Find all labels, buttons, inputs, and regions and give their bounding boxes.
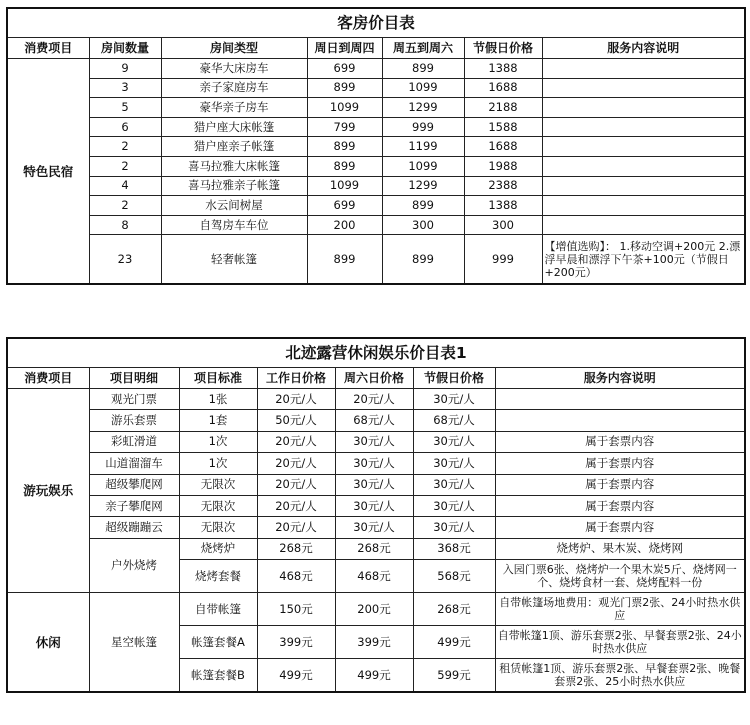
room-price-table (6, 7, 746, 285)
note-cell: 属于套票内容 (495, 431, 745, 452)
price-cell: 150元 (257, 593, 335, 626)
price-cell: 20元/人 (257, 431, 335, 452)
price-cell: 899 (382, 59, 464, 79)
note-cell (495, 389, 745, 410)
price-cell: 2188 (464, 98, 542, 118)
item-cell: 彩虹滑道 (89, 431, 179, 452)
header-cell: 周日到周四 (307, 38, 382, 59)
item-cell: 超级蹦蹦云 (89, 517, 179, 538)
header-cell: 节假日价格 (464, 38, 542, 59)
header-cell: 节假日价格 (413, 368, 495, 389)
price-cell: 899 (307, 78, 382, 98)
note-cell: 自带帐篷1顶、游乐套票2张、早餐套票2张、24小时热水供应 (495, 626, 745, 659)
table-row (7, 410, 745, 431)
price-cell: 30元/人 (335, 431, 413, 452)
header-cell: 周六日价格 (335, 368, 413, 389)
price-cell: 68元/人 (413, 410, 495, 431)
note-cell (542, 78, 745, 98)
price-cell: 200元 (335, 593, 413, 626)
note-cell: 属于套票内容 (495, 453, 745, 474)
price-cell: 2388 (464, 176, 542, 196)
note-cell: 属于套票内容 (495, 517, 745, 538)
item-cell: 户外烧烤 (89, 538, 179, 592)
standard-cell: 烧烤套餐 (179, 560, 257, 593)
table-row (7, 474, 745, 495)
price-cell: 999 (464, 235, 542, 285)
count-cell: 2 (89, 196, 161, 216)
price-cell: 499元 (413, 626, 495, 659)
count-cell: 3 (89, 78, 161, 98)
count-cell: 6 (89, 117, 161, 137)
price-cell: 999 (382, 117, 464, 137)
table-row (7, 78, 745, 98)
category-cell: 特色民宿 (7, 59, 89, 285)
standard-cell: 1张 (179, 389, 257, 410)
note-cell (495, 410, 745, 431)
table-row (7, 538, 745, 559)
price-cell: 1299 (382, 98, 464, 118)
price-cell: 30元/人 (413, 431, 495, 452)
leisure-price-table (6, 337, 746, 693)
item-cell: 游乐套票 (89, 410, 179, 431)
note-cell: 属于套票内容 (495, 495, 745, 516)
price-cell: 699 (307, 196, 382, 216)
count-cell: 2 (89, 137, 161, 157)
header-cell: 项目标准 (179, 368, 257, 389)
price-cell: 30元/人 (335, 453, 413, 474)
header-cell: 房间类型 (161, 38, 307, 59)
count-cell: 2 (89, 156, 161, 176)
note-cell: 烧烤炉、果木炭、烧烤网 (495, 538, 745, 559)
price-cell: 268元 (257, 538, 335, 559)
price-cell: 568元 (413, 560, 495, 593)
price-cell: 268元 (413, 593, 495, 626)
table-row (7, 117, 745, 137)
price-cell: 468元 (335, 560, 413, 593)
count-cell: 9 (89, 59, 161, 79)
type-cell: 亲子家庭房车 (161, 78, 307, 98)
item-cell: 观光门票 (89, 389, 179, 410)
header-cell: 周五到周六 (382, 38, 464, 59)
price-cell: 399元 (335, 626, 413, 659)
price-cell: 1388 (464, 59, 542, 79)
header-cell: 服务内容说明 (495, 368, 745, 389)
count-cell: 4 (89, 176, 161, 196)
price-cell: 399元 (257, 626, 335, 659)
note-cell (542, 215, 745, 235)
price-cell: 1688 (464, 137, 542, 157)
note-cell: 属于套票内容 (495, 474, 745, 495)
note-cell: 入园门票6张、烧烤炉一个果木炭5斤、烧烤网一个、烧烤食材一套、烧烤配料一份 (495, 560, 745, 593)
price-cell: 368元 (413, 538, 495, 559)
header-cell: 房间数量 (89, 38, 161, 59)
price-cell: 1588 (464, 117, 542, 137)
price-cell: 899 (307, 156, 382, 176)
note-cell (542, 156, 745, 176)
header-cell: 工作日价格 (257, 368, 335, 389)
price-cell: 1099 (307, 98, 382, 118)
note-cell (542, 98, 745, 118)
room-table-header (7, 38, 745, 59)
standard-cell: 1次 (179, 431, 257, 452)
price-cell: 30元/人 (413, 389, 495, 410)
price-cell: 1199 (382, 137, 464, 157)
table-row (7, 517, 745, 538)
price-cell: 30元/人 (413, 474, 495, 495)
price-cell: 899 (382, 235, 464, 285)
type-cell: 轻奢帐篷 (161, 235, 307, 285)
category-cell: 游玩娱乐 (7, 389, 89, 593)
price-cell: 20元/人 (257, 453, 335, 474)
price-cell: 1099 (382, 78, 464, 98)
price-cell: 799 (307, 117, 382, 137)
price-cell: 499元 (335, 659, 413, 693)
item-cell: 亲子攀爬网 (89, 495, 179, 516)
leisure-table-title: 北迹露营休闲娱乐价目表1 (7, 338, 745, 368)
table-row (7, 389, 745, 410)
count-cell: 5 (89, 98, 161, 118)
note-cell (542, 59, 745, 79)
item-cell: 山道溜溜车 (89, 453, 179, 474)
standard-cell: 1套 (179, 410, 257, 431)
standard-cell: 帐篷套餐B (179, 659, 257, 693)
table-row (7, 431, 745, 452)
count-cell: 8 (89, 215, 161, 235)
standard-cell: 1次 (179, 453, 257, 474)
price-cell: 20元/人 (257, 389, 335, 410)
category-cell: 休闲 (7, 593, 89, 693)
price-cell: 699 (307, 59, 382, 79)
price-cell: 30元/人 (335, 495, 413, 516)
price-cell: 30元/人 (413, 495, 495, 516)
note-cell: 【增值选购】： 1.移动空调+200元 2.漂浮早晨和漂浮下午茶+100元（节假日+200元） (542, 235, 745, 285)
type-cell: 猎户座亲子帐篷 (161, 137, 307, 157)
table-row (7, 215, 745, 235)
price-cell: 1099 (382, 156, 464, 176)
price-cell: 20元/人 (257, 495, 335, 516)
note-cell (542, 176, 745, 196)
standard-cell: 无限次 (179, 474, 257, 495)
type-cell: 猎户座大床帐篷 (161, 117, 307, 137)
note-cell: 租赁帐篷1顶、游乐套票2张、早餐套票2张、晚餐套票2张、25小时热水供应 (495, 659, 745, 693)
type-cell: 豪华大床房车 (161, 59, 307, 79)
price-cell: 68元/人 (335, 410, 413, 431)
price-cell: 50元/人 (257, 410, 335, 431)
price-cell: 30元/人 (413, 453, 495, 474)
table-row (7, 59, 745, 79)
table-row (7, 453, 745, 474)
type-cell: 自驾房车车位 (161, 215, 307, 235)
price-cell: 20元/人 (335, 389, 413, 410)
note-cell: 自带帐篷场地费用：观光门票2张、24小时热水供应 (495, 593, 745, 626)
note-cell (542, 117, 745, 137)
header-cell: 服务内容说明 (542, 38, 745, 59)
leisure-table-header (7, 368, 745, 389)
type-cell: 喜马拉雅亲子帐篷 (161, 176, 307, 196)
price-cell: 899 (382, 196, 464, 216)
table-row (7, 98, 745, 118)
standard-cell: 无限次 (179, 495, 257, 516)
table-row (7, 196, 745, 216)
price-cell: 1388 (464, 196, 542, 216)
type-cell: 水云间树屋 (161, 196, 307, 216)
type-cell: 豪华亲子房车 (161, 98, 307, 118)
item-cell: 星空帐篷 (89, 593, 179, 693)
price-cell: 599元 (413, 659, 495, 693)
price-cell: 899 (307, 235, 382, 285)
standard-cell: 烧烤炉 (179, 538, 257, 559)
table-row (7, 176, 745, 196)
standard-cell: 帐篷套餐A (179, 626, 257, 659)
table-row (7, 235, 745, 285)
price-cell: 20元/人 (257, 517, 335, 538)
room-table-title: 客房价目表 (7, 8, 745, 38)
item-cell: 超级攀爬网 (89, 474, 179, 495)
header-cell: 消费项目 (7, 368, 89, 389)
header-cell: 项目明细 (89, 368, 179, 389)
table-row (7, 593, 745, 626)
price-cell: 899 (307, 137, 382, 157)
price-cell: 30元/人 (335, 517, 413, 538)
price-cell: 20元/人 (257, 474, 335, 495)
price-cell: 30元/人 (413, 517, 495, 538)
price-cell: 499元 (257, 659, 335, 693)
table-row (7, 156, 745, 176)
table-row (7, 137, 745, 157)
header-cell: 消费项目 (7, 38, 89, 59)
note-cell (542, 196, 745, 216)
standard-cell: 无限次 (179, 517, 257, 538)
note-cell (542, 137, 745, 157)
price-cell: 468元 (257, 560, 335, 593)
count-cell: 23 (89, 235, 161, 285)
price-cell: 1688 (464, 78, 542, 98)
table-row (7, 495, 745, 516)
price-cell: 268元 (335, 538, 413, 559)
price-cell: 1099 (307, 176, 382, 196)
type-cell: 喜马拉雅大床帐篷 (161, 156, 307, 176)
standard-cell: 自带帐篷 (179, 593, 257, 626)
price-cell: 300 (464, 215, 542, 235)
price-cell: 1988 (464, 156, 542, 176)
price-cell: 300 (382, 215, 464, 235)
price-cell: 1299 (382, 176, 464, 196)
price-cell: 30元/人 (335, 474, 413, 495)
price-cell: 200 (307, 215, 382, 235)
